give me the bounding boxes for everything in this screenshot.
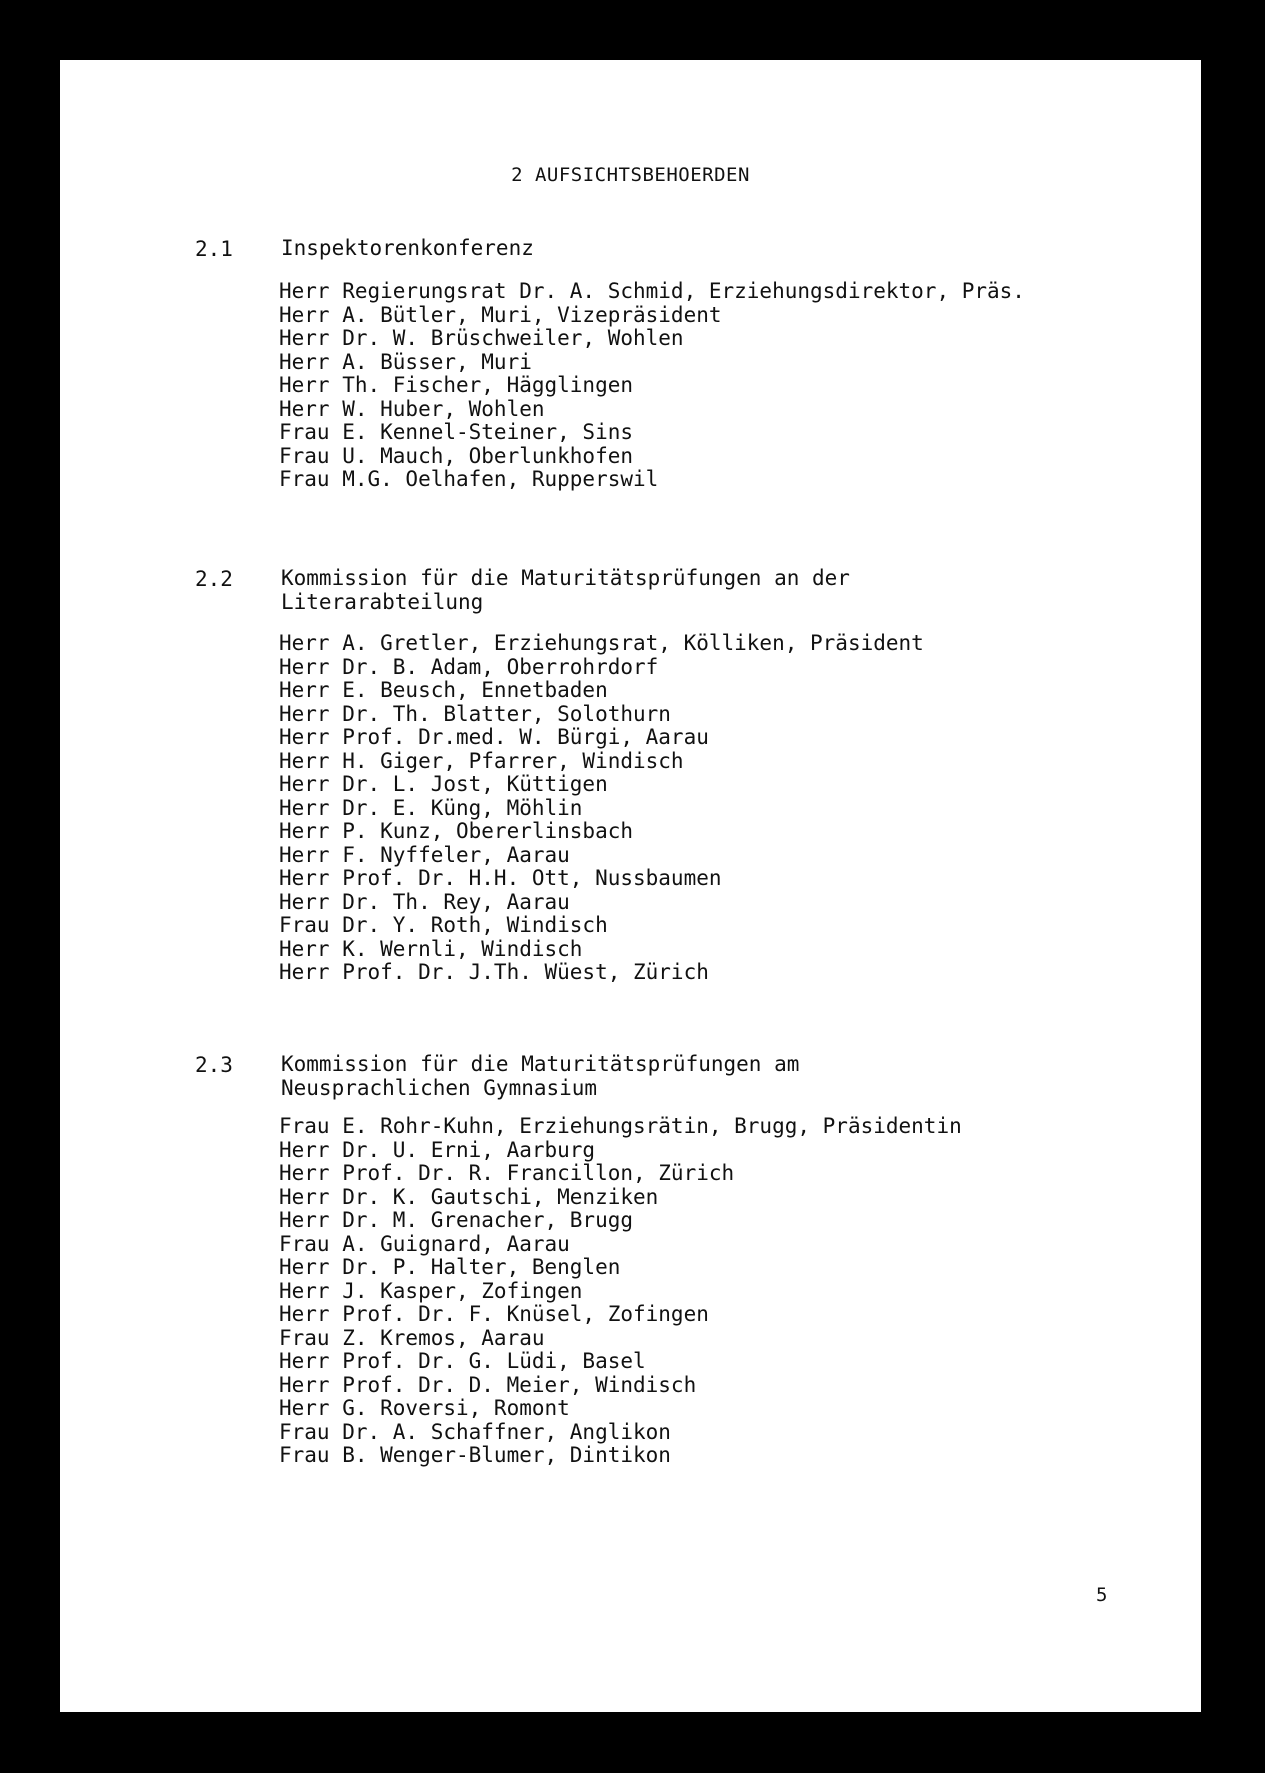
member-item: Frau B. Wenger-Blumer, Dintikon: [279, 1443, 671, 1467]
member-item: Herr Prof. Dr. F. Knüsel, Zofingen: [279, 1302, 709, 1326]
member-item: Herr F. Nyffeler, Aarau: [279, 842, 570, 867]
member-item: Herr Dr. P. Halter, Benglen: [279, 1255, 621, 1279]
section-heading: [281, 1053, 799, 1100]
document-page: [60, 60, 1201, 1712]
member-item: Herr Regierungsrat Dr. A. Schmid, Erziehungsdirektor, Präs.: [279, 279, 1025, 303]
member-item: Herr Dr. E. Küng, Möhlin: [279, 795, 583, 820]
member-item: Herr Prof. Dr. R. Francillon, Zürich: [279, 1161, 735, 1185]
section-heading: [281, 237, 534, 261]
member-item: Herr Dr. M. Grenacher, Brugg: [279, 1208, 634, 1232]
member-item: Herr K. Wernli, Windisch: [279, 936, 583, 961]
member-item: Herr H. Giger, Pfarrer, Windisch: [279, 748, 684, 773]
member-item: Herr G. Roversi, Romont: [279, 1396, 570, 1420]
member-item: Herr Prof. Dr. D. Meier, Windisch: [279, 1372, 697, 1397]
member-list: [279, 280, 1025, 492]
member-item: Herr Dr. Th. Blatter, Solothurn: [279, 701, 671, 726]
member-item: Herr Prof. Dr. H.H. Ott, Nussbaumen: [279, 866, 722, 890]
member-item: Frau Dr. A. Schaffner, Anglikon: [279, 1419, 671, 1444]
member-item: Frau Z. Kremos, Aarau: [279, 1325, 545, 1350]
member-item: Frau A. Guignard, Aarau: [279, 1231, 570, 1256]
page-number: 5: [1096, 1584, 1108, 1606]
section-heading-line: Kommission für die Maturitätsprüfungen an der: [281, 566, 850, 590]
member-item: Frau E. Rohr-Kuhn, Erziehungsrätin, Brugg, Präsidentin: [279, 1114, 962, 1138]
member-item: Frau E. Kennel-Steiner, Sins: [279, 420, 634, 444]
member-item: Frau U. Mauch, Oberlunkhofen: [279, 443, 634, 468]
member-item: Herr Th. Fischer, Hägglingen: [279, 373, 634, 397]
member-list: [279, 632, 924, 985]
member-item: Herr A. Gretler, Erziehungsrat, Kölliken, Präsident: [279, 631, 924, 655]
member-item: Herr Dr. U. Erni, Aarburg: [279, 1137, 596, 1162]
member-item: Herr Dr. B. Adam, Oberrohrdorf: [279, 654, 659, 679]
member-item: Herr Prof. Dr. J.Th. Wüest, Zürich: [279, 960, 709, 984]
member-item: Herr Dr. L. Jost, Küttigen: [279, 772, 608, 796]
member-item: Herr Prof. Dr. G. Lüdi, Basel: [279, 1349, 646, 1373]
member-item: Herr A. Bütler, Muri, Vizepräsident: [279, 302, 722, 327]
section-heading-line: Literarabteilung: [281, 589, 484, 614]
member-list: [279, 1115, 962, 1468]
section-heading-line: Kommission für die Maturitätsprüfungen am: [281, 1052, 800, 1076]
member-item: Herr Dr. K. Gautschi, Menziken: [279, 1184, 659, 1209]
section-heading-line: Inspektorenkonferenz: [281, 236, 534, 260]
member-item: Herr A. Büsser, Muri: [279, 349, 532, 374]
member-item: Frau M.G. Oelhafen, Rupperswil: [279, 467, 659, 491]
section-number: 2.1: [195, 237, 233, 261]
member-item: Herr Prof. Dr.med. W. Bürgi, Aarau: [279, 725, 709, 749]
member-item: Herr P. Kunz, Obererlinsbach: [279, 819, 634, 843]
member-item: Frau Dr. Y. Roth, Windisch: [279, 913, 608, 937]
member-item: Herr Dr. Th. Rey, Aarau: [279, 889, 570, 914]
member-item: Herr J. Kasper, Zofingen: [279, 1278, 583, 1303]
member-item: Herr W. Huber, Wohlen: [279, 396, 545, 421]
member-item: Herr Dr. W. Brüschweiler, Wohlen: [279, 326, 684, 350]
section-heading-line: Neusprachlichen Gymnasium: [281, 1075, 598, 1100]
section-heading: [281, 567, 850, 614]
page-title: 2 AUFSICHTSBEHOERDEN: [511, 164, 750, 186]
member-item: Herr E. Beusch, Ennetbaden: [279, 678, 608, 702]
section-number: 2.2: [195, 567, 233, 591]
section-number: 2.3: [195, 1053, 233, 1077]
